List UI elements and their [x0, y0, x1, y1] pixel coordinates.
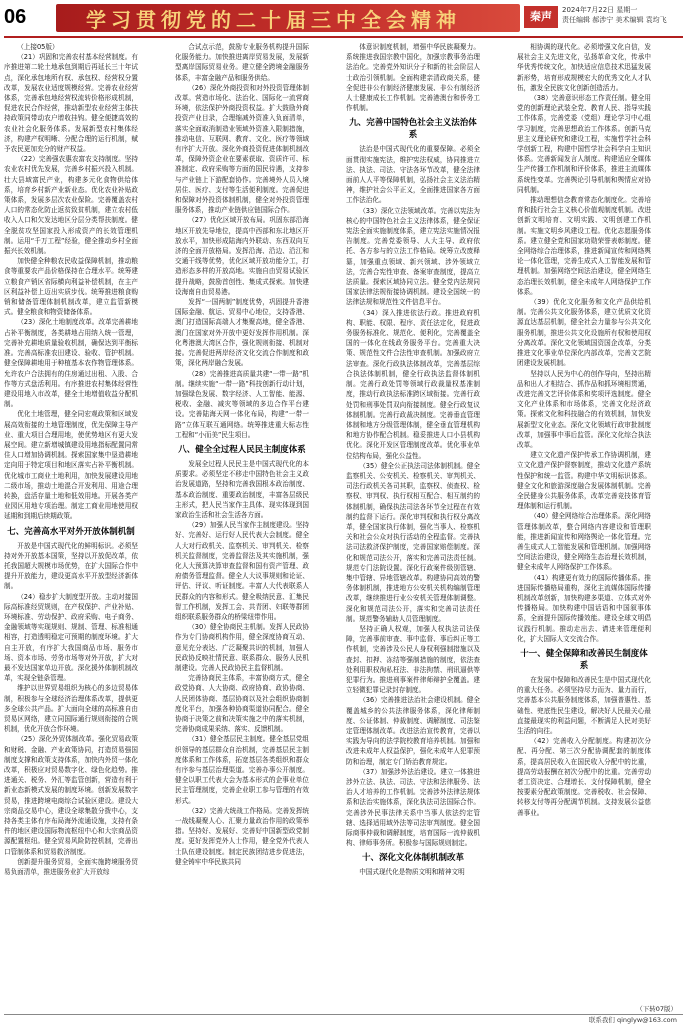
issue-date: 2024年7月22日 星期一	[562, 6, 638, 14]
paragraph: （26）深化外商投资和对外投资管理体制改革。营造市场化、法治化、国际化一流营商环境，依法保护外商投资权益。扩大鼓励外商投资产业目录，合理缩减外资准入负面清单，落实全面取消制造业领域外资准入限制措施，推动电信、互联网、教育、文化、医疗等领域有序扩大开放。深化外商投资促进体制机制改革，保障外资企业在要素获取、资质许可、标准制定、政府采购等方面的国民待遇，支持参与产业链上下游配套协作。完善境外人员入境居住、医疗、支付等生活便利制度。完善促进和保障对外投资体制机制，健全对外投资管理服务体系，推动产业链供应链国际合作。	[175, 83, 309, 215]
paragraph: （21）巩固和完善农村基本经营制度。有序推进第二轮土地承包到期后再延长三十年试点，深化承包地所有权、承包权、经营权分置改革，发展农业适度规模经营。完善农业经营体系，完善承包地经营权流转价格形成机制，促进农民合作经营，推动新型农业经营主体扶持政策同带动农户增收挂钩。健全便捷高效的农业社会化服务体系。发展新型农村集体经济，构建产权明晰、分配合理的运行机制，赋予农民更加充分的财产权益。	[4, 53, 138, 154]
section-heading: 七、完善高水平对外开放体制机制	[7, 526, 135, 537]
article-column-2	[175, 42, 309, 1010]
paragraph: 中国式现代化是物质文明和精神文明	[359, 868, 465, 877]
paragraph: （40）健全网络综合治理体系。深化网络管理体制改革，整合网络内容建设和管理职能，推进新闻宣传和网络舆论一体化管理。完善生成式人工智能发展和管理机制。加强网络空间法治建设，健全网络生态治理长效机制，健全未成年人网络保护工作体系。	[517, 512, 651, 572]
paragraph: （30）健全协商民主机制。发挥人民政协作为专门协商机构作用，健全深度协商互动、意见充分表达、广泛凝聚共识的机制，加强人民政协反映社情民意、联系群众、服务人民机制建设。完善人民政协民主监督机制。	[175, 623, 309, 672]
paragraph: （31）健全基层民主制度。健全基层党组织领导的基层群众自治机制，完善基层民主制度体系和工作体系，拓宽基层各类组织和群众有序参与基层治理渠道。完善办事公开制度。健全以职工代表大会为基本形式的企事业单位民主管理制度，完善企业职工参与管理的有效形式。	[175, 735, 309, 805]
paragraph: （37）加强涉外法治建设。建立一体推进涉外立法、执法、司法、守法和法律服务、法治人才培养的工作机制。完善涉外法律法规体系和法治实施体系，深化执法司法国际合作。完善涉外民事法律关系中当事人依法约定管辖、选择适用域外法等司法审判制度。健全国际商事仲裁和调解制度，培育国际一流仲裁机构、律师事务所。积极参与国际规则制定。	[346, 767, 480, 848]
paragraph: 推动理想信念教育常态化制度化。完善培育和践行社会主义核心价值观制度机制。改进创新文明培育、文明实践、文明创建工作机制。实施文明乡风建设工程。优化志愿服务体系。建立健全党和国家功勋荣誉表彰制度。健全网络综合治理体系，推进新闻宣传和网络舆论一体化管理，完善生成式人工智能发展和管理机制。加强网络空间法治建设，健全网络生态治理长效机制，健全未成年人网络保护工作体系。	[517, 196, 651, 296]
continued-note: （下转07版）	[636, 1005, 677, 1013]
paragraph: 相协调的现代化。必须增强文化自信，发展社会主义先进文化，弘扬革命文化，传承中华优秀传统文化，加快适应信息技术迅猛发展新形势，培育形成规模宏大的优秀文化人才队伍，激发全民族文化创新创造活力。	[517, 43, 651, 92]
paragraph: （36）完善推进法治社会建设机制。健全覆盖城乡的公共法律服务体系，深化律师制度、公证体制、仲裁制度、调解制度、司法鉴定管理体制改革。改进法治宣传教育，完善以实践为导向的法学院校教育培养机制。加强和改进未成年人权益保护，强化未成年人犯罪预防和治理，制定专门矫治教育规定。	[346, 696, 480, 766]
paragraph: （25）深化外贸体制改革。强化贸易政策和财税、金融、产业政策协同，打造贸易强国制度支撑和政策支持体系，加快内外贸一体化改革，积极应对贸易数字化、绿色化趋势。推进通关、税务、外汇等监管创新，营造有利于新业态新模式发展的制度环境。创新发展数字贸易，推进跨境电商综合试验区建设。建设大宗商品交易中心，建设全球集散分拨中心，支持各类主体有序布局海外流通设施，支持有条件的地区建设国际物流枢纽中心和大宗商品资源配置枢纽。健全贸易风险防控机制，完善出口管制体系和贸易救济制度。	[4, 735, 138, 856]
paragraph: （42）完善收入分配制度。构建初次分配、再分配、第三次分配协调配套的制度体系，提高居民收入在国民收入分配中的比重，提高劳动报酬在初次分配中的比重。完善劳动者工资决定、合理增长、支付保障机制，健全按要素分配政策制度。完善税收、社会保障、转移支付等再分配调节机制。支持发展公益慈善事业。	[517, 737, 651, 817]
paragraph: （24）稳步扩大制度型开放。主动对接国际高标准经贸规则，在产权保护、产业补贴、环境标准、劳动保护、政府采购、电子商务、金融领域等实现规则、规制、管理、标准相通相容，打造透明稳定可预期的制度环境。扩大自主开放，有序扩大我国商品市场、服务市场、资本市场、劳务市场等对外开放，扩大对最不发达国家单边开放。深化援外体制机制改革，实现全链条管理。	[4, 592, 138, 683]
paragraph: 发挥“一国两制”制度优势，巩固提升香港国际金融、航运、贸易中心地位，支持香港、澳门打造国际高端人才集聚高地，健全香港、澳门在国家对外开放中更好发挥作用机制。深化粤港澳大湾区合作，强化规则衔接、机制对接。完善促进两岸经济文化交流合作制度和政策，深化两岸融合发展。	[175, 298, 309, 368]
section-heading: 八、健全全过程人民民主制度体系	[178, 444, 306, 455]
article-column-4	[517, 42, 651, 1010]
paragraph: （22）完善强农惠农富农支持制度。坚持农业农村优先发展，完善乡村振兴投入机制。壮大县域富民产业，构建多元化食物供给体系，培育乡村新产业新业态。优化农业补贴政策体系，发展多层次农业保险。完善覆盖农村人口的常态化防止返贫致贫机制，建立农村低收入人口和欠发达地区分层分类帮扶制度。健全脱贫攻坚国家投入形成资产的长效管理机制。运用“千万工程”经验，健全推动乡村全面振兴长效机制。	[4, 155, 138, 256]
newspaper-logo: 秦声	[524, 6, 558, 28]
paragraph: 在发展中保障和改善民生是中国式现代化的重大任务。必须坚持尽力而为、量力而行，完善基本公共服务制度体系，加强普惠性、基础性、兜底性民生建设，解决好人民最关心最直接最现实的利益问题，不断满足人民对美好生活的向往。	[517, 675, 651, 735]
article-column-3	[346, 42, 480, 1010]
paragraph: 合试点示范，鼓励专业服务机构提升国际化服务能力。加快推进离岸贸易发展，发展新型离岸国际贸易业务。建立健全跨境金融服务体系，丰富金融产品和服务供给。	[175, 43, 309, 82]
paragraph: 坚持正确人权观，加强人权执法司法保障，完善事前审查、事中监督、事后纠正等工作机制，完善涉及公民人身权利强制措施以及查封、扣押、冻结等强制措施的制度，依法查处利用职权徇私枉法、非法拘禁、刑讯逼供等犯罪行为。推进刑事案件律师辩护全覆盖。建立轻微犯罪记录封存制度。	[346, 624, 480, 695]
paragraph: 建立文化遗产保护传承工作协调机制，建立文化遗产保护督察制度，推动文化遗产系统性保护和统一监管。构建中华文明标识体系。健全文化和旅游深度融合发展体制机制。完善全民健身公共服务体系，改革完善竞技体育管理体制和运行机制。	[517, 451, 651, 511]
paragraph: （29）加强人民当家作主制度建设。坚持好、完善好、运行好人民代表大会制度。健全人大对行政机关、监察机关、审判机关、检察机关监督制度，完善监督法及其实施机制，强化人大预算决算审查监督和国有资产管理、政府债务管理监督。健全人大议事规则和论证、评估、评议、听证制度。丰富人大代表联系人民群众的内容和形式。健全吸纳民意、汇集民智工作机制，发挥工会、共青团、妇联等群团组织联系服务群众的桥梁纽带作用。	[175, 521, 309, 621]
section-heading: 九、完善中国特色社会主义法治体系	[349, 118, 477, 141]
paragraph: 完善协商民主体系，丰富协商方式，健全政党协商、人大协商、政府协商、政协协商、人民团体协商、基层协商以及社会组织协商制度化平台，加强各种协商渠道协同配合。健全协商于决策之前和决策实施之中的落实机制，完善协商成果采纳、落实、反馈机制。	[175, 674, 309, 734]
issue-meta	[562, 5, 667, 25]
paragraph: 发展全过程人民民主是中国式现代化的本质要求。必须坚定不移走中国特色社会主义政治发展道路，坚持和完善我国根本政治制度、基本政治制度、重要政治制度，丰富各层级民主形式，把人民当家作主具体、现实体现到国家政治生活和社会生活各方面。	[175, 459, 309, 519]
paragraph: （35）健全公正执法司法体制机制。健全监察机关、公安机关、检察机关、审判机关、司法行政机关各司其职，监察权、侦查权、检察权、审判权、执行权相互配合、相互制约的体制机制，确保执法司法各环节全过程在有效制约监督下运行。深化审判权和执行权分离改革，健全国家执行体制，强化当事人、检察机关和社会公众对执行活动的全程监督。完善执法司法救济保护制度，完善国家赔偿制度。深化和规范司法公开，落实和完善司法责任制。规范专门法院设置。深化行政案件级别管辖、集中管辖、异地管辖改革。构建协同高效的警务体制机制，推进地方公安机关机构编制管理改革，继续推进行业公安机关管理体制调整。深化和规范司法公开，落实和完善司法责任制。规范警务辅助人员管理制度。	[346, 461, 480, 623]
paragraph: （上接05版）	[17, 43, 59, 51]
paragraph: 开放是中国式现代化的鲜明标识。必须坚持对外开放基本国策，坚持以开放促改革，依托我国超大规模市场优势，在扩大国际合作中提升开放能力，建设更高水平开放型经济新体制。	[4, 541, 138, 591]
issue-editors: 责任编辑 郝涉宁 美术编辑 袁均飞	[562, 16, 667, 24]
contact-info: 联系我们 qinglyw@163.com	[588, 1016, 677, 1024]
page-title: 学习贯彻党的二十届三中全会精神	[86, 8, 461, 32]
paragraph: （27）优化区域开放布局。巩固东部沿海地区开放先导地位，提高中西部和东北地区开放水平，加快形成陆海内外联动、东西双向互济的全面开放格局。发挥沿海、沿边、沿江和交通干线等优势，优化区域开放功能分工，打造形态多样的开放高地。实施自由贸易试验区提升战略，鼓励首创性、集成式探索。加快建设海南自由贸易港。	[175, 216, 309, 296]
paragraph: 维护以世界贸易组织为核心的多边贸易体制，积极参与全球经济治理体系改革，提供更多全球公共产品。扩大面向全球的高标准自由贸易区网络，建立同国际通行规则衔接的合规机制，优化开放合作环境。	[4, 684, 138, 734]
paragraph: 创新提升服务贸易，全面实施跨境服务贸易负面清单，推进服务业扩大开放综	[4, 857, 138, 877]
paragraph: 法治是中国式现代化的重要保障。必须全面贯彻实施宪法，维护宪法权威，协同推进立法、执法、司法、守法各环节改革，健全法律面前人人平等保障机制，弘扬社会主义法治精神，维护社会公平正义，全面推进国家各方面工作法治化。	[346, 145, 480, 205]
article-column-1	[4, 42, 138, 1010]
paragraph: （41）构建更有效力的国际传播体系。推进国际传播格局重构，深化主流媒体国际传播机制改革创新，加快构建多渠道、立体式对外传播格局。加快构建中国话语和中国叙事体系，全面提升国际传播效能。建设全球文明倡议践行机制。推动走出去、请进来管理便利化，扩大国际人文交流合作。	[517, 573, 651, 643]
footer-divider	[4, 1014, 683, 1015]
page-number: 06	[4, 6, 27, 28]
paragraph: 体意识制度机制，增强中华民族凝聚力。系统推进我国宗教中国化，加强宗教事务治理法治化。完善党外知识分子和新的社会阶层人士政治引领机制。全面构建亲清政商关系，健全促进非公有制经济健康发展、非公有制经济人士健康成长工作机制。完善港澳台和侨务工作机制。	[346, 43, 480, 113]
paragraph: （38）完善意识形态工作责任制。健全用党的创新理论武装全党、教育人民、指导实践工作体系，完善党委（党组）理论学习中心组学习制度，完善思想政治工作体系。创新马克思主义理论研究和建设工程，实施哲学社会科学创新工程，构建中国哲学社会科学自主知识体系。完善新闻发言人制度。构建适应全媒体生产传播工作机制和评价体系，推进主流媒体系统性变革。完善舆论引导机制和舆情应对协同机制。	[517, 94, 651, 194]
section-heading: 十、深化文化体制机制改革	[361, 853, 464, 864]
paragraph: 加快健全种粮农民收益保障机制，推动粮食等重要农产品价格保持在合理水平。统筹建立粮食产销区省际横向利益补偿机制，在主产区利益补偿上迈出实质步伐。统筹推进粮食购销和储备管理体制机制改革，建立监管新模式。健全粮食和物资储备体系。	[4, 257, 138, 317]
paragraph: （33）深化立法领域改革。完善以宪法为核心的中国特色社会主义法律体系，健全保证宪法全面实施制度体系，建立宪法实施情况报告制度。完善党委领导、人大主导、政府依托、各方参与的立法工作格局。统筹立改废释纂，加强重点领域、新兴领域、涉外领域立法，完善合宪性审查、备案审查制度，提高立法质量。探索区域协同立法。健全党内法规同国家法律法规衔接协调机制。建设全国统一的法律法规和规范性文件信息平台。	[346, 206, 480, 307]
paragraph: （23）深化土地制度改革。改革完善耕地占补平衡制度，各类耕地占用纳入统一管理，完善补充耕地质量验收机制，确保达到平衡标准。完善高标准农田建设、验收、管护机制。健全保障耕地用于种植基本农作物管理体系。允许农户合法拥有的住房通过出租、入股、合作等方式盘活利用。有序推进农村集体经营性建设用地入市改革，健全土地增值收益分配机制。	[4, 318, 138, 409]
article-body	[4, 42, 685, 1010]
page-footer	[0, 1005, 687, 1024]
header-divider	[4, 36, 683, 38]
paragraph: （28）完善推进高质量共建“一带一路”机制。继续实施“一带一路”科技创新行动计划，加强绿色发展、数字经济、人工智能、能源、税收、金融、减灾等领域的多边合作平台建设。完善陆海天网一体化布局，构建“一带一路”立体互联互通网络。统筹推进重大标志性工程和“小而美”民生项目。	[175, 369, 309, 439]
paragraph: （34）深入推进依法行政。推进政府机构、职能、权限、程序、责任法定化，促进政务服务标准化、规范化、便利化，完善覆盖全国的一体化在线政务服务平台。完善重大决策、规范性文件合法性审查机制。加强政府立法审查。深化行政执法体制改革，完善基层综合执法体制机制，健全行政执法监督体制机制。完善行政处罚等领域行政裁量权基准制度，推动行政执法标准跨区域衔接。完善行政处罚和刑事处罚双向衔接制度。健全行政复议体制机制。完善行政裁决制度。完善垂直管理体制和地方分级管理体制，健全垂直管理机构和地方协作配合机制。稳妥推进人口小县机构优化。深化开发区管理制度改革。优化事业单位结构布局，强化公益性。	[346, 308, 480, 460]
paragraph: 坚持以人民为中心的创作导向，坚持出精品和出人才相结合、抓作品和抓环境相贯通，改进完善文艺评价体系和奖项评选制度。健全文化产业体系和市场体系，完善文化经济政策。探索文化和科技融合的有效机制，加快发展新型文化业态。深化文化领域行政审批制度改革，加强事中事后监管。深化文化综合执法改革。	[517, 369, 651, 449]
paragraph: 优化土地管理，健全同宏观政策和区域发展高效衔接的土地管理制度，优先保障主导产业、重大项目合理用地，使优势地区有更大发展空间。建立新增城镇建设用地指标配置同常住人口增加协调机制。探索国家集中垦造耕地定向用于特定项目和地区落实占补平衡机制。优化城市工商业土地利用，加快发展建设用地二级市场，推动土地混合开发利用、用途合理转换，盘活存量土地和低效用地。开展各类产业园区用地专项治理。制定工商业用地使用权延期和到期后续期政策。	[4, 410, 138, 521]
paragraph: （39）优化文化服务和文化产品供给机制。完善公共文化服务体系，建立优质文化资源直达基层机制，健全社会力量参与公共文化服务机制，推进公共文化设施所有权和使用权分离改革。深化文化领域国资国企改革，分类推进文化事业单位深化内部改革，完善文艺院团建设发展机制。	[517, 298, 651, 368]
page-header	[0, 0, 687, 38]
section-heading: 十一、健全保障和改善民生制度体系	[520, 648, 648, 671]
paragraph: （32）完善大统战工作格局。完善发挥统一战线凝聚人心、汇聚力量政治作用的政策举措。坚持好、发展好、完善好中国新型政党制度。更好发挥党外人士作用，健全党外代表人士队伍建设制度。制定民族团结进步促进法，健全铸牢中华民族共同	[175, 806, 309, 866]
